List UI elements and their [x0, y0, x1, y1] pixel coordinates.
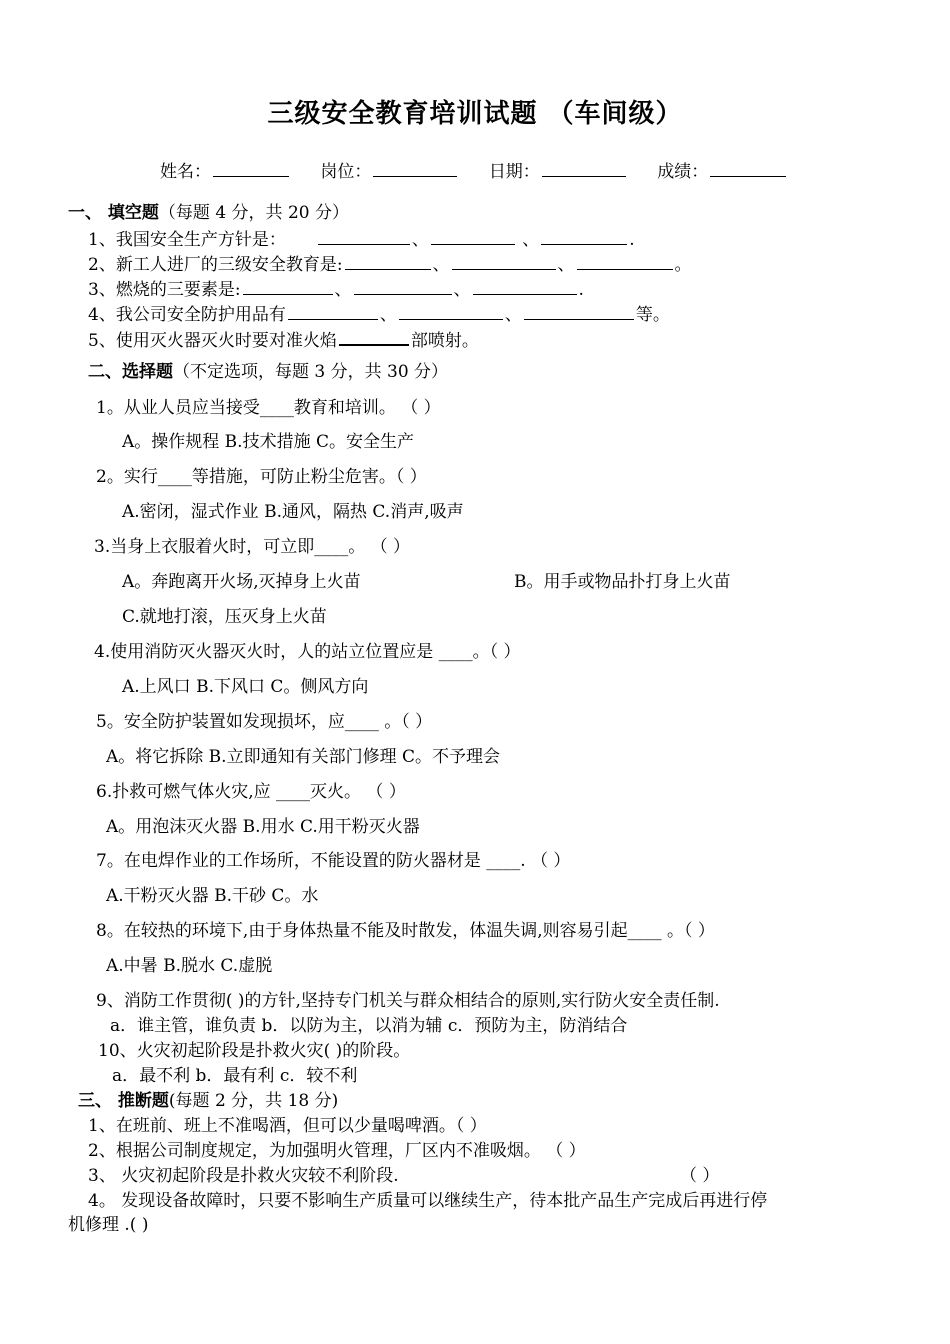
q4-blank-3[interactable] [524, 302, 634, 320]
section3-heading: 三、 推断题 [78, 1091, 169, 1111]
section2-heading: 二、选择题 [88, 362, 173, 382]
section2-heading-line [88, 361, 448, 383]
choice-question-3: 3.当身上衣服着火时，可立即____。 （ ） [94, 537, 411, 557]
judge-question-3: 3、 火灾初起阶段是扑救火灾较不利阶段. [88, 1166, 399, 1186]
q5-blank-1[interactable] [339, 327, 409, 346]
choice-options-5: A。将它拆除 B.立即通知有关部门修理 C。不予理会 [106, 747, 500, 767]
judge-question-3-answer: （ ） [680, 1166, 720, 1186]
section3-heading-line [78, 1090, 338, 1112]
section2-note: （不定选项，每题 3 分，共 30 分） [173, 362, 449, 382]
q2-blank-2[interactable] [452, 252, 556, 270]
choice-options-4: A.上风口 B.下风口 C。侧风方向 [122, 677, 369, 697]
fill-question-4: 4、我公司安全防护用品有 、 、 等。 [88, 302, 670, 326]
q1-blank-1[interactable] [318, 227, 410, 245]
choice-question-8: 8。在较热的环境下,由于身体热量不能及时散发，体温失调,则容易引起____ 。（ ） [96, 921, 715, 941]
q4-blank-1[interactable] [288, 302, 378, 320]
judge-question-4-cont: 机修理 .( ) [68, 1215, 149, 1235]
choice-question-9: 9、消防工作贯彻( )的方针,坚持专门机关与群众相结合的原则,实行防火安全责任制. [96, 991, 720, 1011]
section1-heading: 一、 填空题 [68, 203, 159, 223]
post-blank[interactable] [373, 159, 457, 177]
q3-blank-1[interactable] [243, 277, 333, 295]
choice-question-4: 4.使用消防灭火器灭火时，人的站立位置应是 ____。（ ） [94, 642, 521, 662]
q1-blank-2[interactable] [431, 227, 515, 245]
page-title: 三级安全教育培训试题 （车间级） [267, 99, 683, 129]
q1-blank-3[interactable] [541, 227, 627, 245]
choice-options-7: A.干粉灭火器 B.干砂 C。水 [106, 886, 319, 906]
choice-options-6: A。用泡沫灭火器 B.用水 C.用干粉灭火器 [106, 817, 420, 837]
fill-question-5: 5、使用灭火器灭火时要对准火焰 部喷射。 [88, 327, 479, 352]
choice-question-7: 7。在电焊作业的工作场所，不能设置的防火器材是 ____. （ ） [96, 851, 571, 871]
choice-question-10: 10、火灾初起阶段是扑救火灾( )的阶段。 [98, 1041, 411, 1061]
choice-options-1: A。操作规程 B.技术措施 C。安全生产 [122, 432, 414, 452]
q2-blank-3[interactable] [577, 252, 673, 270]
section1-heading-line [68, 202, 349, 224]
fill-question-3: 3、燃烧的三要素是: 、 、 . [88, 277, 584, 301]
header-info-row [160, 157, 788, 182]
choice-option-3c: C.就地打滚，压灭身上火苗 [122, 607, 327, 627]
choice-question-6: 6.扑救可燃气体火灾,应 ____灭火。 （ ） [96, 782, 406, 802]
judge-question-2: 2、根据公司制度规定，为加强明火管理，厂区内不准吸烟。 （ ） [88, 1141, 586, 1161]
choice-question-2: 2。实行____等措施，可防止粉尘危害。（ ） [96, 467, 427, 487]
date-field: 日期： [489, 157, 628, 182]
q3-blank-3[interactable] [473, 277, 577, 295]
post-field: 岗位： [320, 157, 459, 182]
section3-note: (每题 2 分，共 18 分) [168, 1091, 339, 1111]
choice-options-9: a．谁主管，谁负责 b．以防为主，以消为辅 c．预防为主，防消结合 [110, 1016, 628, 1036]
fill-question-1: 1、我国安全生产方针是： 、 、 . [88, 227, 635, 251]
q2-blank-1[interactable] [345, 252, 431, 270]
date-blank[interactable] [542, 159, 626, 177]
choice-option-3b: B。用手或物品扑打身上火苗 [514, 572, 731, 592]
name-field: 姓名： [160, 157, 291, 182]
judge-question-1: 1、在班前、班上不准喝酒，但可以少量喝啤酒。（ ） [88, 1116, 487, 1136]
choice-option-3a: A。奔跑离开火场,灭掉身上火苗 [122, 572, 361, 592]
choice-options-2: A.密闭，湿式作业 B.通风，隔热 C.消声,吸声 [122, 502, 464, 522]
choice-options-10: a．最不利 b．最有利 c．较不利 [112, 1066, 358, 1086]
score-field: 成绩： [657, 157, 788, 182]
fill-question-2: 2、新工人进厂的三级安全教育是: 、 、 。 [88, 252, 692, 276]
choice-question-5: 5。安全防护装置如发现损坏，应____ 。（ ） [96, 712, 433, 732]
q4-blank-2[interactable] [399, 302, 503, 320]
score-blank[interactable] [710, 159, 786, 177]
choice-question-1: 1。从业人员应当接受____教育和培训。 （ ） [96, 398, 441, 418]
judge-question-4: 4。 发现设备故障时，只要不影响生产质量可以继续生产，待本批产品生产完成后再进行停 [88, 1191, 768, 1211]
name-blank[interactable] [213, 159, 289, 177]
choice-options-8: A.中暑 B.脱水 C.虚脱 [106, 956, 273, 976]
section1-note: （每题 4 分，共 20 分） [158, 203, 349, 223]
q3-blank-2[interactable] [354, 277, 452, 295]
